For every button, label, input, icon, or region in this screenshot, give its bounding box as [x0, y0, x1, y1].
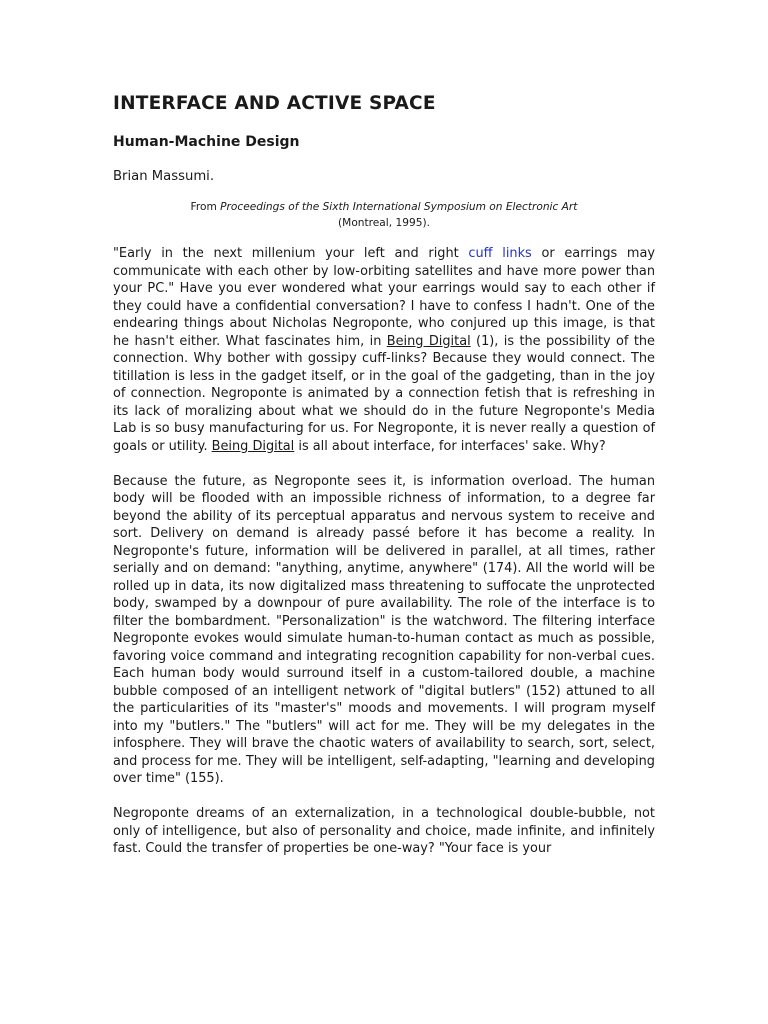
- paragraph-1-text-b: or earrings may communicate with each other by low-orbiting satellites and have more power than your PC." Have you ever wondered what your earrings would say to each other if they could have a confidential conversation? I have to confess I hadn't. One of the endearing things about Nicholas Negroponte, who conjured up this image, is that he hasn't either. What fascinates him, in: [113, 246, 656, 349]
- author-name: Brian Massumi.: [113, 169, 215, 184]
- cuff-links-link[interactable]: cuff links: [468, 246, 532, 261]
- source-citation: [113, 200, 655, 231]
- article-subtitle: Human-Machine Design: [113, 134, 300, 150]
- paragraph-3: Negroponte dreams of an externalization, in a technological double-bubble, not only of intelligence, but also of personality and choice, made infinite, and infinitely fast. Could the transfer of properties be one-way? "Your face is your: [113, 806, 655, 856]
- page-bottom-margin: [0, 900, 768, 1024]
- article: [113, 92, 655, 875]
- being-digital-title-2: Being Digital: [211, 438, 295, 454]
- source-prefix: From: [190, 201, 221, 213]
- paragraph-2: Because the future, as Negroponte sees it, is information overload. The human body will be flooded with an impossible richness of information, to a degree far beyond the ability of its perceptual apparatus and nervous system to receive and sort. Delivery on demand is already passé before it has become a reality. In Negroponte's future, information will be delivered in parallel, at all times, rather serially and on demand: "anything, anytime, anywhere" (174). All the world will be rolled up in data, its now digitalized mass threatening to suffocate the unprotected body, swamped by a downpour of pure availability. The role of the interface is to filter the bombardment. "Personalization" is the watchword. The filtering interface Negroponte evokes would simulate human-to-human contact as much as possible, favoring voice command and integrating recognition capability for non-verbal cues. Each human body would surround itself in a custom-tailored double, a machine bubble composed of an intelligent network of "digital butlers" (152) attuned to all the particularities of its "master's" moods and movements. I will program myself into my "butlers." The "butlers" will act for me. They will be my delegates in the infosphere. They will brave the chaotic waters of availability to search, sort, select, and process for me. They will be intelligent, self-adapting, "learning and developing over time" (155).: [113, 473, 655, 786]
- paragraph-1-text-a: "Early in the next millenium your left and right: [113, 246, 469, 261]
- paragraph-1: [113, 245, 655, 455]
- being-digital-title-1: Being Digital: [386, 333, 471, 349]
- paragraph-1-text-d: is all about interface, for interfaces' sake. Why?: [294, 438, 606, 454]
- paragraph-1-text-c: (1), is the possibility of the connection. Why bother with gossipy cuff-links? Because they would connect. The titillation is less in the gadget itself, or in the goal of the gadgeting, than in the joy of connection. Negroponte is animated by a connection fetish that is refreshing in its lack of moralizing about what we should do in the future Negroponte's Media Lab is so busy manufacturing for us. For Negroponte, it is never really a question of goals or utility.: [113, 333, 655, 454]
- proceedings-title: Proceedings of the Sixth International Symposium on Electronic Art: [220, 201, 578, 213]
- article-title: INTERFACE AND ACTIVE SPACE: [113, 93, 436, 114]
- source-location: (Montreal, 1995).: [338, 216, 430, 229]
